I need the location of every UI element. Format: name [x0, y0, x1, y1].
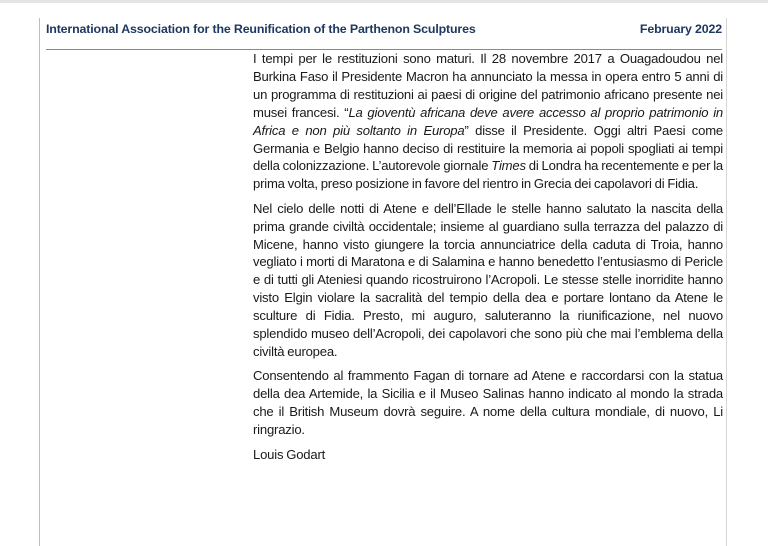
- paragraph-3: Consentendo al frammento Fagan di tornare ad Atene e raccordarsi con la statua della dea Artemide, la Sicilia e il Museo Salinas hanno indicato al mondo la strada che il British Museum dovrà seguire. A nome della cultura mondiale, di nuovo, Li ringrazio.: [253, 368, 723, 438]
- header-date: February 2022: [639, 22, 722, 36]
- document-page: [39, 18, 727, 546]
- paragraph-1-quote: La gioventù africana deve avere accesso al proprio patrimonio in Africa e non più soltanto in Europa: [253, 104, 723, 138]
- paragraph-1: [253, 50, 723, 193]
- paragraph-1-newspaper: Times: [491, 158, 526, 174]
- window-top-edge: [0, 0, 768, 3]
- header-title: International Association for the Reunification of the Parthenon Sculptures: [46, 22, 476, 36]
- letter-body: [253, 50, 723, 470]
- paragraph-2: Nel cielo delle notti di Atene e dell’Ellade le stelle hanno salutato la nascita della prima grande civiltà occidentale; insieme al guardiano sulla terrazza del palazzo di Micene, hanno visto giungere la torcia annunciatrice della caduta di Troia, hanno vegliato i morti di Maratona e di Salamina e hanno benedetto l’entusiasmo di Pericle e di tutti gli Ateniesi quando ricostruirono l’Acropoli. Le stesse stelle inorridite hanno visto Elgin violare la sacralità del tempio della dea e portare lontano da Atene le sculture di Fidia. Presto, mi auguro, saluteranno la riunificazione, nel nuovo splendido museo dell’Acropoli, dei capolavori che sono più che mai l’emblema della civiltà europea.: [253, 200, 723, 359]
- paragraph-1-text-b: ” disse il Presidente. Oggi altri Paesi come Germania e Belgio hanno deciso di restituire la memoria ai popoli spogliati ai tempi della colonizzazione. L’autorevole giornale: [253, 122, 723, 174]
- page-header: [46, 19, 722, 39]
- paragraph-1-text-a: I tempi per le restituzioni sono maturi. Il 28 novembre 2017 a Ouagadoudou nel Burkina Faso il Presidente Macron ha annunciato la messa in opera entro 5 anni di un programma di restituzioni ai paesi di origine del patrimonio africano presente nei musei francesi. “: [253, 51, 723, 120]
- paragraph-1-text-c: di Londra ha recentemente e per la prima volta, preso posizione in favore del rientro in Grecia dei capolavori di Fidia.: [253, 158, 723, 192]
- signature: Louis Godart: [253, 446, 326, 462]
